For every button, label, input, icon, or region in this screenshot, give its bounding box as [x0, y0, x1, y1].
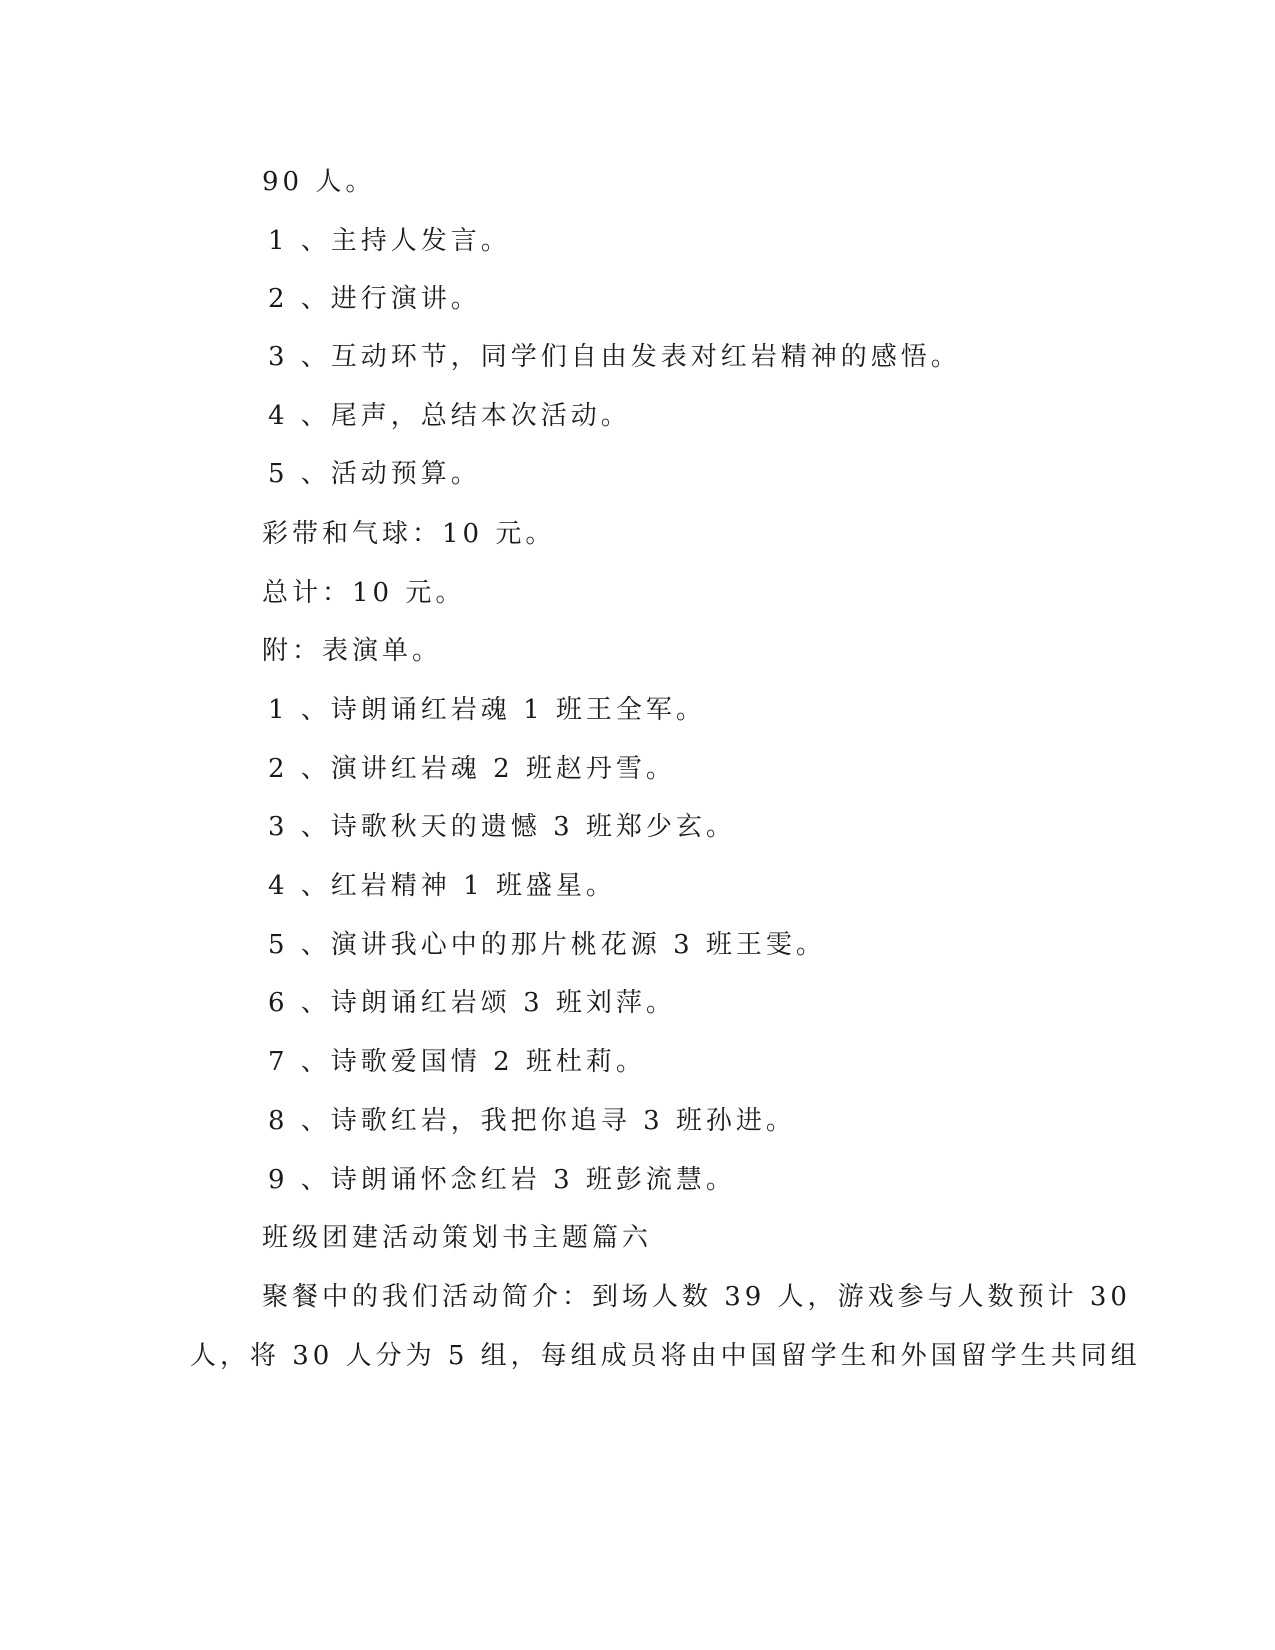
- agenda-item-1: 1 、主持人发言。: [268, 226, 511, 256]
- paragraph-line-1: 聚餐中的我们活动简介：到场人数 39 人，游戏参与人数预计 30: [262, 1282, 1131, 1312]
- budget-total: 总计：10 元。: [262, 578, 466, 608]
- program-item-3: 3 、诗歌秋天的遗憾 3 班郑少玄。: [268, 812, 736, 842]
- appendix-heading: 附：表演单。: [262, 636, 443, 666]
- program-item-6: 6 、诗朗诵红岩颂 3 班刘萍。: [268, 988, 676, 1018]
- text-line-attendance: 90 人。: [262, 167, 376, 197]
- agenda-item-2: 2 、进行演讲。: [268, 284, 481, 314]
- agenda-item-4: 4 、尾声，总结本次活动。: [268, 401, 631, 431]
- program-item-5: 5 、演讲我心中的那片桃花源 3 班王雯。: [268, 930, 826, 960]
- program-item-7: 7 、诗歌爱国情 2 班杜莉。: [268, 1047, 646, 1077]
- program-item-9: 9 、诗朗诵怀念红岩 3 班彭流慧。: [268, 1165, 736, 1195]
- agenda-item-5: 5 、活动预算。: [268, 459, 481, 489]
- program-item-1: 1 、诗朗诵红岩魂 1 班王全军。: [268, 695, 706, 725]
- program-item-4: 4 、红岩精神 1 班盛星。: [268, 871, 616, 901]
- section-heading: 班级团建活动策划书主题篇六: [262, 1223, 653, 1253]
- paragraph-line-2: 人，将 30 人分为 5 组，每组成员将由中国留学生和外国留学生共同组: [190, 1341, 1141, 1371]
- program-item-8: 8 、诗歌红岩，我把你追寻 3 班孙进。: [268, 1106, 796, 1136]
- budget-item-ribbons: 彩带和气球：10 元。: [262, 519, 556, 549]
- agenda-item-3: 3 、互动环节，同学们自由发表对红岩精神的感悟。: [268, 342, 961, 372]
- program-item-2: 2 、演讲红岩魂 2 班赵丹雪。: [268, 754, 676, 784]
